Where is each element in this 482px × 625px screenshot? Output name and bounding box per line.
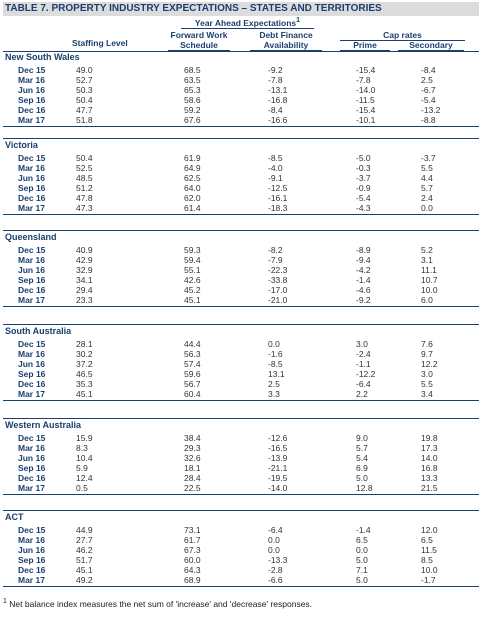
cap-rate-prime-cell: -7.8 [356, 75, 371, 85]
cap-rate-secondary-cell: -1.7 [421, 575, 436, 585]
period-label: Mar 17 [18, 295, 45, 305]
cap-rate-prime-cell: -10.1 [356, 115, 376, 125]
cap-rate-secondary-cell: 9.7 [421, 349, 433, 359]
region-block [3, 232, 479, 307]
cap-rate-prime-cell: 2.2 [356, 389, 368, 399]
table-row [3, 245, 479, 255]
forward-work-schedule-cell: 62.0 [184, 193, 201, 203]
cap-rate-prime-cell: -5.4 [356, 193, 371, 203]
staffing-level-cell: 12.4 [76, 473, 93, 483]
forward-work-schedule-cell: 59.6 [184, 369, 201, 379]
cap-rate-secondary-cell: 4.4 [421, 173, 433, 183]
debt-finance-availability-cell: -6.4 [268, 525, 283, 535]
table-row [3, 173, 479, 183]
table-row [3, 265, 479, 275]
cap-rate-secondary-cell: 6.0 [421, 295, 433, 305]
group-header [181, 18, 314, 29]
period-label: Jun 16 [18, 545, 45, 555]
period-label: Jun 16 [18, 453, 45, 463]
cap-rate-prime-cell: -6.4 [356, 379, 371, 389]
region-block [3, 52, 479, 127]
period-label: Mar 16 [18, 255, 45, 265]
period-label: Sep 16 [18, 183, 46, 193]
region-top-rule [3, 138, 479, 139]
period-label: Dec 15 [18, 245, 46, 255]
forward-work-schedule-cell: 18.1 [184, 463, 201, 473]
table-row [3, 95, 479, 105]
period-label: Dec 16 [18, 473, 46, 483]
cap-rate-prime-cell: -15.4 [356, 65, 376, 75]
cap-rate-prime-cell: -4.2 [356, 265, 371, 275]
forward-work-schedule-cell: 45.2 [184, 285, 201, 295]
debt-finance-availability-cell: 2.5 [268, 379, 280, 389]
period-label: Mar 16 [18, 349, 45, 359]
debt-finance-availability-cell: 0.0 [268, 535, 280, 545]
period-label: Dec 15 [18, 153, 46, 163]
table-row [3, 359, 479, 369]
staffing-level-cell: 48.5 [76, 173, 93, 183]
cap-rate-secondary-cell: 5.7 [421, 183, 433, 193]
forward-work-schedule-cell: 64.0 [184, 183, 201, 193]
debt-finance-availability-cell: -21.1 [268, 463, 288, 473]
cap-rate-secondary-cell: 8.5 [421, 555, 433, 565]
period-label: Mar 17 [18, 483, 45, 493]
cap-rate-prime-cell: 7.1 [356, 565, 368, 575]
region-top-rule [3, 418, 479, 419]
staffing-level-cell: 45.1 [76, 389, 93, 399]
debt-finance-availability-cell: -17.0 [268, 285, 288, 295]
debt-finance-availability-cell: -8.4 [268, 105, 283, 115]
period-label: Dec 16 [18, 565, 46, 575]
footnote-marker: 1 [3, 598, 7, 606]
debt-finance-availability-cell: 0.0 [268, 339, 280, 349]
staffing-level-cell: 23.3 [76, 295, 93, 305]
forward-work-schedule-cell: 64.9 [184, 163, 201, 173]
staffing-level-cell: 37.2 [76, 359, 93, 369]
cap-rate-secondary-cell: 7.6 [421, 339, 433, 349]
forward-work-schedule-cell: 61.7 [184, 535, 201, 545]
group-header-text: Year Ahead Expectations [194, 18, 297, 28]
region-top-rule [3, 324, 479, 325]
cap-rate-prime-cell: -9.4 [356, 255, 371, 265]
table-row [3, 379, 479, 389]
cap-rate-prime-cell: 5.7 [356, 443, 368, 453]
period-label: Jun 16 [18, 359, 45, 369]
staffing-level-cell: 35.3 [76, 379, 93, 389]
region-block [3, 512, 479, 587]
cap-rate-prime-cell: 6.9 [356, 463, 368, 473]
debt-finance-availability-cell: -13.3 [268, 555, 288, 565]
region-title: South Australia [5, 326, 72, 336]
cap-rate-prime-cell: 5.0 [356, 555, 368, 565]
cap-rate-secondary-cell: 3.4 [421, 389, 433, 399]
debt-finance-availability-cell: -18.3 [268, 203, 288, 213]
forward-work-schedule-cell: 59.3 [184, 245, 201, 255]
debt-finance-availability-cell: -13.1 [268, 85, 288, 95]
period-label: Mar 16 [18, 163, 45, 173]
period-label: Sep 16 [18, 369, 46, 379]
forward-work-schedule-cell: 28.4 [184, 473, 201, 483]
table-row [3, 255, 479, 265]
staffing-level-cell: 0.5 [76, 483, 88, 493]
debt-finance-availability-cell: -16.1 [268, 193, 288, 203]
cap-rate-secondary-cell: 3.1 [421, 255, 433, 265]
staffing-level-cell: 52.7 [76, 75, 93, 85]
debt-finance-availability-cell: -12.5 [268, 183, 288, 193]
forward-work-schedule-cell: 73.1 [184, 525, 201, 535]
period-label: Jun 16 [18, 85, 45, 95]
table-row [3, 555, 479, 565]
region-bottom-rule [3, 400, 479, 401]
staffing-level-cell: 50.4 [76, 95, 93, 105]
table-row [3, 75, 479, 85]
period-label: Dec 15 [18, 433, 46, 443]
cap-rate-prime-cell: -11.5 [356, 95, 375, 105]
cap-rate-secondary-cell: -6.7 [421, 85, 436, 95]
table-row [3, 295, 479, 305]
table-row [3, 339, 479, 349]
staffing-level-cell: 52.5 [76, 163, 93, 173]
cap-rate-secondary-cell: -13.2 [421, 105, 441, 115]
staffing-level-cell: 44.9 [76, 525, 93, 535]
period-label: Sep 16 [18, 275, 46, 285]
staffing-level-cell: 47.7 [76, 105, 93, 115]
period-label: Mar 17 [18, 575, 45, 585]
staffing-level-cell: 51.7 [76, 555, 93, 565]
forward-work-schedule-cell: 38.4 [184, 433, 201, 443]
debt-finance-availability-cell: -22.3 [268, 265, 288, 275]
cap-rate-secondary-cell: 3.0 [421, 369, 433, 379]
region-top-rule [3, 230, 479, 231]
col-header-dfa-line1: Debt Finance [259, 30, 313, 40]
debt-finance-availability-cell: -4.0 [268, 163, 283, 173]
forward-work-schedule-cell: 67.6 [184, 115, 201, 125]
cap-rate-secondary-cell: 10.0 [421, 285, 438, 295]
forward-work-schedule-cell: 65.3 [184, 85, 201, 95]
region-title: ACT [5, 512, 24, 522]
staffing-level-cell: 40.9 [76, 245, 93, 255]
table-row [3, 565, 479, 575]
table-row [3, 183, 479, 193]
cap-rate-prime-cell: -1.4 [356, 525, 371, 535]
cap-rate-prime-cell: 3.0 [356, 339, 368, 349]
forward-work-schedule-cell: 60.4 [184, 389, 201, 399]
staffing-level-cell: 46.2 [76, 545, 93, 555]
staffing-level-cell: 50.3 [76, 85, 93, 95]
forward-work-schedule-cell: 58.6 [184, 95, 201, 105]
table-row [3, 193, 479, 203]
forward-work-schedule-cell: 56.3 [184, 349, 201, 359]
staffing-level-cell: 5.9 [76, 463, 88, 473]
table-title [3, 2, 479, 16]
cap-rate-prime-cell: -0.3 [356, 163, 371, 173]
cap-rate-prime-cell: 9.0 [356, 433, 368, 443]
debt-finance-availability-cell: -33.8 [268, 275, 288, 285]
region-title: New South Wales [5, 52, 80, 62]
cap-rate-prime-cell: 5.0 [356, 575, 368, 585]
staffing-level-cell: 32.9 [76, 265, 93, 275]
cap-rate-secondary-cell: -3.7 [421, 153, 436, 163]
forward-work-schedule-cell: 64.3 [184, 565, 201, 575]
table-row [3, 483, 479, 493]
table-row [3, 433, 479, 443]
period-label: Sep 16 [18, 463, 46, 473]
forward-work-schedule-cell: 45.1 [184, 295, 201, 305]
table-title-text: TABLE 7. PROPERTY INDUSTRY EXPECTATIONS – STATES AND TERRITORIES [5, 3, 382, 14]
table-row [3, 535, 479, 545]
table-row [3, 85, 479, 95]
debt-finance-availability-cell: -8.5 [268, 153, 283, 163]
group-header-footnote-marker: 1 [296, 17, 301, 25]
table-row [3, 115, 479, 125]
table-row [3, 443, 479, 453]
period-label: Dec 15 [18, 525, 46, 535]
region-block [3, 140, 479, 215]
cap-rate-secondary-cell: 11.1 [421, 265, 437, 275]
table-row [3, 105, 479, 115]
table-row [3, 545, 479, 555]
col-header-secondary: Secondary [398, 40, 464, 51]
cap-rate-prime-cell: -4.3 [356, 203, 371, 213]
table-row [3, 163, 479, 173]
debt-finance-availability-cell: -12.6 [268, 433, 288, 443]
region-title: Western Australia [5, 420, 82, 430]
cap-rate-prime-cell: -9.2 [356, 295, 371, 305]
staffing-level-cell: 15.9 [76, 433, 93, 443]
table-row [3, 65, 479, 75]
table-row [3, 473, 479, 483]
region-bottom-rule [3, 306, 479, 307]
period-label: Sep 16 [18, 555, 46, 565]
debt-finance-availability-cell: -8.5 [268, 359, 283, 369]
period-label: Dec 15 [18, 65, 46, 75]
staffing-level-cell: 49.2 [76, 575, 93, 585]
cap-rate-secondary-cell: -8.4 [421, 65, 436, 75]
debt-finance-availability-cell: -16.6 [268, 115, 288, 125]
footnote-text: Net balance index measures the net sum of 'increase' and 'decrease' responses. [9, 599, 313, 609]
cap-rate-prime-cell: -8.9 [356, 245, 371, 255]
forward-work-schedule-cell: 32.6 [184, 453, 201, 463]
region-block [3, 420, 479, 495]
staffing-level-cell: 51.2 [76, 183, 93, 193]
cap-rate-secondary-cell: 19.8 [421, 433, 438, 443]
cap-rate-prime-cell: -2.4 [356, 349, 371, 359]
cap-rate-prime-cell: -0.9 [356, 183, 371, 193]
debt-finance-availability-cell: -16.5 [268, 443, 288, 453]
cap-rate-prime-cell: -1.1 [356, 359, 371, 369]
cap-rate-prime-cell: -14.0 [356, 85, 376, 95]
cap-rate-secondary-cell: 6.5 [421, 535, 433, 545]
staffing-level-cell: 42.9 [76, 255, 93, 265]
debt-finance-availability-cell: -19.5 [268, 473, 288, 483]
cap-rate-secondary-cell: -8.8 [421, 115, 436, 125]
region-bottom-rule [3, 494, 479, 495]
period-label: Mar 17 [18, 115, 45, 125]
col-header-fws-line2: Schedule [168, 40, 230, 51]
forward-work-schedule-cell: 63.5 [184, 75, 201, 85]
period-label: Dec 16 [18, 105, 46, 115]
cap-rate-secondary-cell: 10.7 [421, 275, 438, 285]
region-title: Victoria [5, 140, 38, 150]
forward-work-schedule-cell: 42.6 [184, 275, 201, 285]
footnote [3, 599, 312, 610]
table-row [3, 349, 479, 359]
debt-finance-availability-cell: 0.0 [268, 545, 280, 555]
period-label: Dec 15 [18, 339, 46, 349]
cap-rate-secondary-cell: 5.5 [421, 163, 433, 173]
staffing-level-cell: 28.1 [76, 339, 93, 349]
cap-rate-prime-cell: -5.0 [356, 153, 371, 163]
period-label: Mar 16 [18, 443, 45, 453]
period-label: Dec 16 [18, 379, 46, 389]
cap-rate-prime-cell: 6.5 [356, 535, 368, 545]
col-header-cap-rates: Cap rates [340, 30, 465, 41]
table-row [3, 575, 479, 585]
staffing-level-cell: 27.7 [76, 535, 93, 545]
cap-rate-secondary-cell: 2.5 [421, 75, 433, 85]
forward-work-schedule-cell: 67.3 [184, 545, 201, 555]
forward-work-schedule-cell: 62.5 [184, 173, 201, 183]
cap-rate-secondary-cell: 14.0 [421, 453, 438, 463]
cap-rate-secondary-cell: 5.2 [421, 245, 433, 255]
table-row [3, 285, 479, 295]
forward-work-schedule-cell: 68.5 [184, 65, 201, 75]
cap-rate-secondary-cell: 2.4 [421, 193, 433, 203]
region-bottom-rule [3, 126, 479, 127]
cap-rate-secondary-cell: 17.3 [421, 443, 438, 453]
col-header-fws-line1: Forward Work [170, 30, 228, 40]
staffing-level-cell: 29.4 [76, 285, 93, 295]
staffing-level-cell: 49.0 [76, 65, 93, 75]
cap-rate-secondary-cell: 11.5 [421, 545, 437, 555]
staffing-level-cell: 10.4 [76, 453, 93, 463]
debt-finance-availability-cell: 13.1 [268, 369, 285, 379]
forward-work-schedule-cell: 59.2 [184, 105, 201, 115]
staffing-level-cell: 8.3 [76, 443, 88, 453]
debt-finance-availability-cell: -21.0 [268, 295, 288, 305]
col-header-prime: Prime [340, 40, 390, 51]
debt-finance-availability-cell: -6.6 [268, 575, 283, 585]
staffing-level-cell: 46.5 [76, 369, 93, 379]
region-bottom-rule [3, 214, 479, 215]
debt-finance-availability-cell: -2.8 [268, 565, 283, 575]
forward-work-schedule-cell: 55.1 [184, 265, 201, 275]
forward-work-schedule-cell: 60.0 [184, 555, 201, 565]
period-label: Mar 16 [18, 75, 45, 85]
col-header-dfa-line2: Availability [250, 40, 322, 51]
cap-rate-prime-cell: 5.4 [356, 453, 368, 463]
staffing-level-cell: 45.1 [76, 565, 93, 575]
table-row [3, 369, 479, 379]
debt-finance-availability-cell: -8.2 [268, 245, 283, 255]
debt-finance-availability-cell: 3.3 [268, 389, 280, 399]
forward-work-schedule-cell: 56.7 [184, 379, 201, 389]
period-label: Dec 16 [18, 285, 46, 295]
table-row [3, 525, 479, 535]
period-label: Mar 17 [18, 389, 45, 399]
cap-rate-prime-cell: -3.7 [356, 173, 371, 183]
table-row [3, 463, 479, 473]
debt-finance-availability-cell: -1.6 [268, 349, 283, 359]
cap-rate-secondary-cell: 12.0 [421, 525, 438, 535]
debt-finance-availability-cell: -9.2 [268, 65, 283, 75]
staffing-level-cell: 50.4 [76, 153, 93, 163]
period-label: Mar 16 [18, 535, 45, 545]
region-title: Queensland [5, 232, 57, 242]
staffing-level-cell: 47.8 [76, 193, 93, 203]
debt-finance-availability-cell: -7.8 [268, 75, 283, 85]
table-row [3, 275, 479, 285]
forward-work-schedule-cell: 59.4 [184, 255, 201, 265]
cap-rate-secondary-cell: 12.2 [421, 359, 438, 369]
period-label: Jun 16 [18, 265, 45, 275]
period-label: Sep 16 [18, 95, 46, 105]
debt-finance-availability-cell: -13.9 [268, 453, 288, 463]
forward-work-schedule-cell: 61.9 [184, 153, 201, 163]
staffing-level-cell: 34.1 [76, 275, 93, 285]
region-block [3, 326, 479, 401]
region-top-rule [3, 510, 479, 511]
cap-rate-secondary-cell: -5.4 [421, 95, 436, 105]
debt-finance-availability-cell: -14.0 [268, 483, 288, 493]
cap-rate-prime-cell: 5.0 [356, 473, 368, 483]
cap-rate-secondary-cell: 5.5 [421, 379, 433, 389]
col-header-staffing: Staffing Level [72, 38, 128, 48]
staffing-level-cell: 47.3 [76, 203, 93, 213]
period-label: Mar 17 [18, 203, 45, 213]
forward-work-schedule-cell: 29.3 [184, 443, 201, 453]
staffing-level-cell: 51.8 [76, 115, 93, 125]
table-row [3, 389, 479, 399]
table-row [3, 203, 479, 213]
debt-finance-availability-cell: -7.9 [268, 255, 283, 265]
staffing-level-cell: 30.2 [76, 349, 93, 359]
region-bottom-rule [3, 586, 479, 587]
cap-rate-secondary-cell: 10.0 [421, 565, 438, 575]
cap-rate-prime-cell: -15.4 [356, 105, 376, 115]
forward-work-schedule-cell: 44.4 [184, 339, 201, 349]
cap-rate-prime-cell: -12.2 [356, 369, 376, 379]
debt-finance-availability-cell: -9.1 [268, 173, 283, 183]
cap-rate-prime-cell: -1.4 [356, 275, 371, 285]
period-label: Jun 16 [18, 173, 45, 183]
period-label: Dec 16 [18, 193, 46, 203]
cap-rate-prime-cell: 12.8 [356, 483, 373, 493]
cap-rate-secondary-cell: 13.3 [421, 473, 438, 483]
forward-work-schedule-cell: 61.4 [184, 203, 201, 213]
cap-rate-secondary-cell: 16.8 [421, 463, 438, 473]
cap-rate-prime-cell: 0.0 [356, 545, 368, 555]
cap-rate-prime-cell: -4.6 [356, 285, 371, 295]
forward-work-schedule-cell: 68.9 [184, 575, 201, 585]
forward-work-schedule-cell: 22.5 [184, 483, 201, 493]
cap-rate-secondary-cell: 0.0 [421, 203, 433, 213]
debt-finance-availability-cell: -16.8 [268, 95, 288, 105]
table-row [3, 153, 479, 163]
forward-work-schedule-cell: 57.4 [184, 359, 201, 369]
table-row [3, 453, 479, 463]
cap-rate-secondary-cell: 21.5 [421, 483, 438, 493]
